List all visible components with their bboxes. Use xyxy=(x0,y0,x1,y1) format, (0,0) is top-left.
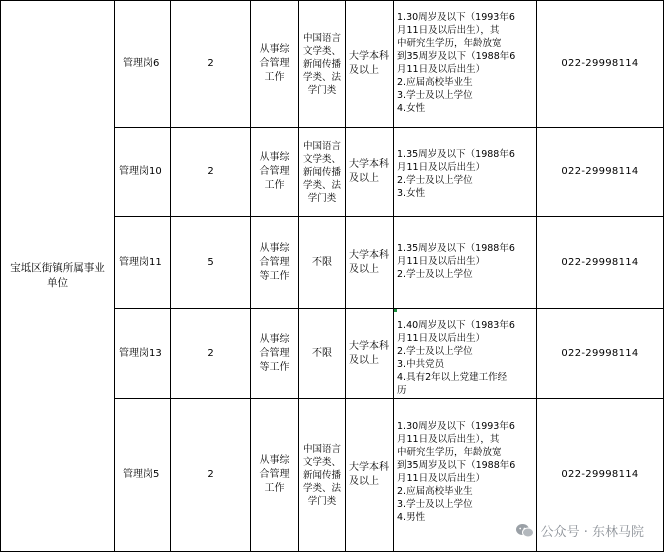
headcount-cell xyxy=(171,217,250,308)
table-row xyxy=(115,128,170,216)
requirement-line: 中研究生学历，年龄放宽 xyxy=(397,38,502,49)
post-name: 管理岗6 xyxy=(123,58,160,69)
requirement-line: 3.学士及以上学位 xyxy=(397,499,473,510)
requirement-line: 1.30周岁及以下（1993年6 xyxy=(397,12,515,23)
major-cell xyxy=(299,217,345,308)
duty-cell xyxy=(251,217,298,308)
duty-cell xyxy=(251,1,298,127)
requirement-line: 2.学士及以上学位 xyxy=(397,175,473,186)
requirement-line: 中研究生学历，年龄放宽 xyxy=(397,447,502,458)
requirements-list xyxy=(397,242,515,281)
cell-marker xyxy=(394,309,397,312)
education-cell xyxy=(346,1,393,127)
education-text: 大学本科及以上 xyxy=(349,249,389,275)
headcount: 2 xyxy=(207,347,214,359)
table-row xyxy=(115,1,170,127)
education-text: 大学本科及以上 xyxy=(349,159,389,184)
post-name: 管理岗10 xyxy=(119,166,162,177)
phone-number: 022-29998114 xyxy=(561,58,639,69)
table-row xyxy=(115,399,170,551)
requirements-list xyxy=(397,11,515,115)
education-cell xyxy=(346,309,393,398)
requirement-line: 4.男性 xyxy=(397,512,426,523)
education-text: 大学本科及以上 xyxy=(349,51,389,76)
table-row xyxy=(115,217,170,308)
headcount: 2 xyxy=(207,469,214,480)
requirement-line: 2.学士及以上学位 xyxy=(397,269,473,280)
headcount-cell xyxy=(171,1,250,127)
phone-cell xyxy=(537,128,663,216)
headcount-cell xyxy=(171,399,250,551)
requirement-line: 月11日及以后出生），其 xyxy=(397,25,500,36)
requirement-line: 月11日及以后出生） xyxy=(397,162,486,173)
requirement-line: 到35周岁及以下（1988年6 xyxy=(397,51,516,62)
post-name: 管理岗11 xyxy=(119,256,162,268)
post-name: 管理岗5 xyxy=(123,469,160,480)
requirement-line: 月11日及以后出生） xyxy=(397,64,486,75)
major-text: 不限 xyxy=(312,347,332,359)
phone-number: 022-29998114 xyxy=(561,166,639,177)
phone-cell xyxy=(537,1,663,127)
requirement-line: 2.应届高校毕业生 xyxy=(397,486,473,497)
requirement-line: 2.学士及以上学位 xyxy=(397,346,473,357)
unit-name: 宝坻区街镇所属事业单位 xyxy=(10,262,105,289)
requirement-line: 2.应届高校毕业生 xyxy=(397,77,473,88)
unit-cell xyxy=(1,1,114,551)
duty-cell xyxy=(251,399,298,551)
major-cell xyxy=(299,309,345,398)
watermark xyxy=(515,521,644,540)
headcount: 2 xyxy=(207,166,214,177)
table-row xyxy=(115,309,170,398)
education-cell xyxy=(346,128,393,216)
watermark-text: 公众号 · 东林马院 xyxy=(540,525,644,540)
phone-cell xyxy=(537,217,663,308)
major-cell xyxy=(299,128,345,216)
major-cell xyxy=(299,1,345,127)
duty-cell xyxy=(251,128,298,216)
phone-number: 022-29998114 xyxy=(561,347,639,359)
headcount: 2 xyxy=(207,58,214,69)
post-name: 管理岗13 xyxy=(119,347,162,359)
requirement-line: 3.女性 xyxy=(397,188,426,199)
education-text: 大学本科及以上 xyxy=(349,462,389,487)
duty-text: 从事综合管理等工作 xyxy=(259,333,290,373)
education-cell xyxy=(346,217,393,308)
requirement-line: 1.35周岁及以下（1988年6 xyxy=(397,243,515,254)
requirement-line: 月11日及以后出生） xyxy=(397,473,486,484)
requirement-line: 4.女性 xyxy=(397,103,426,114)
duty-cell xyxy=(251,309,298,398)
wechat-icon xyxy=(515,523,535,539)
column-divider xyxy=(393,0,394,552)
duty-text: 从事综合管理工作 xyxy=(259,44,290,83)
headcount: 5 xyxy=(207,256,214,268)
headcount-cell xyxy=(171,128,250,216)
requirement-line: 月11日及以后出生），其 xyxy=(397,434,500,445)
requirements-list xyxy=(397,148,515,200)
major-cell xyxy=(299,399,345,551)
requirement-line: 1.30周岁及以下（1993年6 xyxy=(397,421,515,432)
major-text: 不限 xyxy=(312,256,332,268)
phone-cell xyxy=(537,309,663,398)
requirement-line: 1.35周岁及以下（1988年6 xyxy=(397,149,515,160)
duty-text: 从事综合管理工作 xyxy=(259,455,290,494)
education-cell xyxy=(346,399,393,551)
requirement-line: 月11日及以后出生） xyxy=(397,333,486,344)
requirement-line: 历 xyxy=(397,385,407,396)
requirement-line: 月11日及以后出生） xyxy=(397,256,486,267)
duty-text: 从事综合管理工作 xyxy=(259,152,290,191)
major-text: 中国语言文学类、新闻传播学类、法学门类 xyxy=(303,32,342,96)
major-text: 中国语言文学类、新闻传播学类、法学门类 xyxy=(303,140,342,204)
requirements-list xyxy=(397,319,515,397)
requirements-list xyxy=(397,420,515,524)
phone-number: 022-29998114 xyxy=(561,256,639,268)
requirement-line: 1.40周岁及以下（1983年6 xyxy=(397,320,515,331)
headcount-cell xyxy=(171,309,250,398)
requirement-line: 3.学士及以上学位 xyxy=(397,90,473,101)
major-text: 中国语言文学类、新闻传播学类、法学门类 xyxy=(303,443,342,507)
requirement-line: 到35周岁及以下（1988年6 xyxy=(397,460,516,471)
duty-text: 从事综合管理等工作 xyxy=(259,242,290,282)
phone-number: 022-29998114 xyxy=(561,469,639,480)
requirement-line: 4.具有2年以上党建工作经 xyxy=(397,372,508,383)
education-text: 大学本科及以上 xyxy=(349,340,389,366)
requirement-line: 3.中共党员 xyxy=(397,359,445,370)
